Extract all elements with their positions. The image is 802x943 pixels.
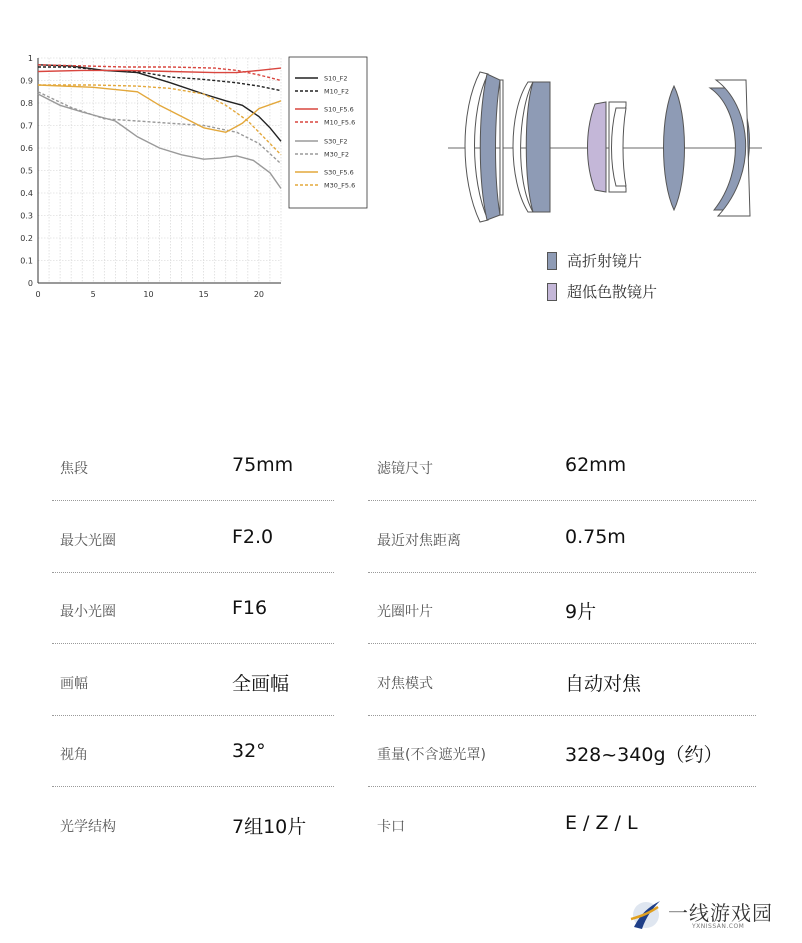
legend-label: S30_F2 <box>324 137 348 146</box>
legend-label: S10_F2 <box>324 74 348 83</box>
lens-legend-low-dispersion <box>547 281 657 302</box>
spec-value: 0.75m <box>565 525 626 548</box>
spec-row <box>52 716 756 788</box>
y-tick-label: 0.9 <box>20 76 33 86</box>
y-tick-label: 0.4 <box>20 189 33 198</box>
mtf-chart <box>0 45 380 310</box>
spec-value: 自动对焦 <box>565 672 642 695</box>
y-tick-label: 0 <box>27 279 33 288</box>
spec-label: 光学结构 <box>60 818 116 835</box>
watermark-logo-icon <box>628 897 664 933</box>
legend-label: M10_F5.6 <box>324 118 356 127</box>
lens-diagram <box>440 60 770 230</box>
lens-legend-high-refraction <box>547 250 642 271</box>
spec-value: 62mm <box>565 454 627 476</box>
spec-label: 焦段 <box>60 461 88 477</box>
low-dispersion-swatch <box>547 283 557 301</box>
x-tick-label: 0 <box>35 290 41 299</box>
spec-value: 328~340g（约） <box>565 744 723 766</box>
spec-value: 全画幅 <box>232 672 290 695</box>
legend-label: M30_F5.6 <box>324 181 356 190</box>
y-tick-label: 0.5 <box>20 166 33 176</box>
spec-table <box>52 430 756 859</box>
spec-row <box>52 573 756 645</box>
spec-label: 光圈叶片 <box>377 604 433 620</box>
x-tick-label: 15 <box>198 290 209 299</box>
lens-legend-label: 超低色散镜片 <box>567 283 658 301</box>
mtf-grid <box>38 58 281 283</box>
y-tick-label: 1 <box>27 54 33 63</box>
legend-label: M10_F2 <box>324 87 350 96</box>
spec-value: E / Z / L <box>565 811 638 834</box>
spec-row <box>52 502 756 574</box>
watermark-text: 一线游戏园 <box>668 901 773 925</box>
y-tick-label: 0.2 <box>20 234 33 243</box>
lens-element-9 <box>664 86 685 210</box>
spec-label: 最近对焦距离 <box>377 532 461 549</box>
mtf-legend <box>289 57 367 208</box>
mtf-axis-labels <box>20 54 264 299</box>
lens-element-2 <box>480 74 500 220</box>
spec-value: F2.0 <box>232 525 274 548</box>
spec-label: 重量(不含遮光罩) <box>377 747 486 763</box>
spec-value: 9片 <box>565 601 597 623</box>
spec-value: 7组10片 <box>232 815 307 838</box>
x-tick-label: 5 <box>90 290 96 299</box>
lens-element-5 <box>526 82 550 212</box>
lens-legend-label: 高折射镜片 <box>567 252 643 270</box>
y-tick-label: 0.7 <box>20 121 33 131</box>
spec-label: 视角 <box>60 747 88 763</box>
y-tick-label: 0.8 <box>20 99 33 108</box>
x-tick-label: 20 <box>253 290 265 299</box>
spec-label: 最大光圈 <box>60 532 116 549</box>
lens-element-3 <box>500 80 503 215</box>
spec-row <box>52 430 756 502</box>
spec-value: 75mm <box>232 454 294 476</box>
spec-row <box>52 645 756 717</box>
spec-value: F16 <box>232 597 268 619</box>
legend-label: M30_F2 <box>324 150 350 159</box>
legend-label: S10_F5.6 <box>324 105 354 114</box>
site-watermark <box>628 895 788 937</box>
lens-element-8 <box>612 108 627 186</box>
y-tick-label: 0.1 <box>20 256 33 266</box>
spec-label: 最小光圈 <box>60 604 116 620</box>
spec-label: 卡口 <box>377 818 405 835</box>
high-refraction-swatch <box>547 252 557 270</box>
watermark-subtext: YXNISSAN.COM <box>692 923 745 930</box>
spec-label: 滤镜尺寸 <box>377 461 433 477</box>
y-tick-label: 0.3 <box>20 211 33 221</box>
spec-row <box>52 788 756 860</box>
spec-label: 画幅 <box>60 675 88 692</box>
y-tick-label: 0.6 <box>20 144 33 153</box>
legend-label: S30_F5.6 <box>324 168 354 177</box>
spec-value: 32° <box>232 740 266 762</box>
spec-label: 对焦模式 <box>377 675 433 692</box>
x-tick-label: 10 <box>143 290 154 299</box>
lens-element-6 <box>588 102 607 192</box>
